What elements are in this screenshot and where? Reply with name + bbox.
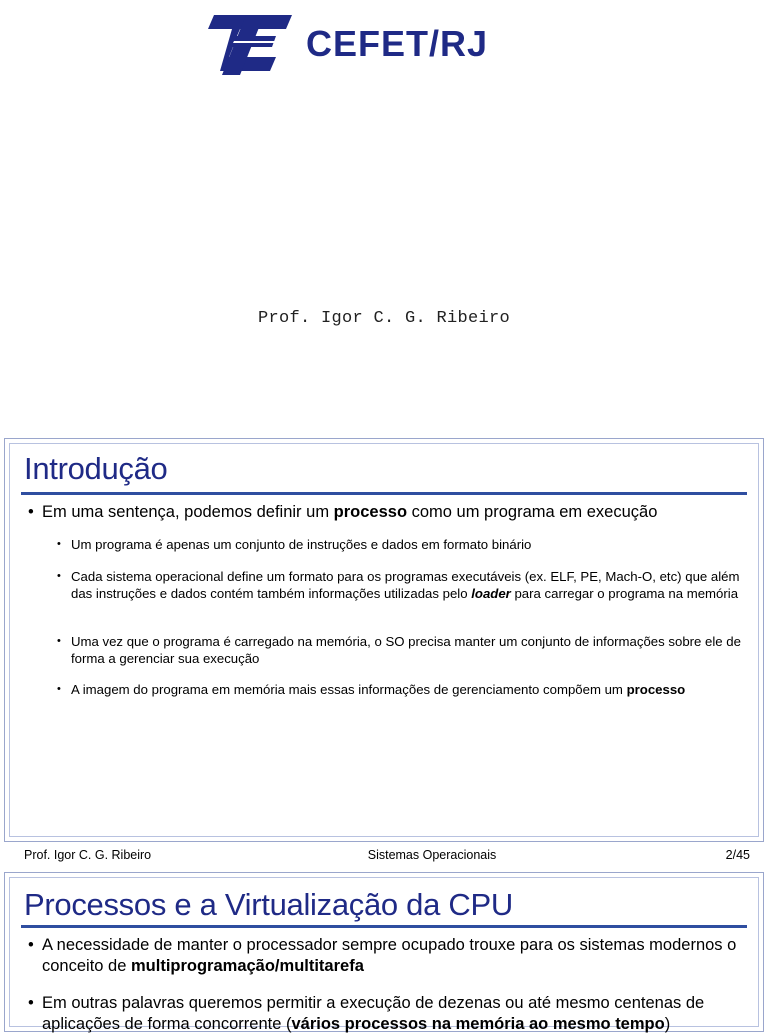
bullet-level1: [28, 502, 747, 523]
cefet-logo: [206, 10, 488, 78]
bullet-dot-icon: •: [28, 503, 34, 521]
bullet-dot-icon: •: [57, 683, 61, 695]
bullet-text: A necessidade de manter o processador sempre ocupado trouxe para os sistemas modernos o conceito de: [42, 936, 737, 975]
bullet-dot-icon: •: [28, 936, 34, 954]
bold-term: processo: [333, 503, 408, 521]
bullet-text: Cada sistema operacional define um formato para os programas executáveis (ex. ELF, PE, Mach-O, etc) que além das instruções e dados contém também informações utilizadas pelo: [71, 569, 740, 601]
bullet-level2: [57, 536, 747, 553]
author-line: Prof. Igor C. G. Ribeiro: [257, 309, 511, 328]
bullet-dot-icon: •: [57, 635, 61, 647]
footer-page-number: 2/45: [725, 848, 750, 862]
footer-author: Prof. Igor C. G. Ribeiro: [24, 848, 152, 862]
slide-title: Introdução: [24, 451, 168, 486]
slide-footer: [0, 848, 768, 868]
bullet-text: Uma vez que o programa é carregado na memória, o SO precisa manter um conjunto de informações sobre ele de forma a gerenciar sua execução: [71, 634, 741, 666]
bullet-dot-icon: •: [57, 538, 61, 550]
cefet-e-mark-icon: [206, 11, 296, 77]
loader-term: loader: [471, 586, 511, 601]
bullet-text: ): [664, 1015, 671, 1033]
bullet-level1: [28, 935, 747, 977]
footer-course: Sistemas Operacionais: [367, 848, 497, 862]
bullet-level1: [28, 993, 747, 1035]
bullet-text: Em outras palavras queremos permitir a execução de dezenas ou até mesmo centenas de aplicações de forma concorrente (: [42, 994, 705, 1033]
bullet-level2: [57, 633, 747, 667]
bullet-dot-icon: •: [28, 994, 34, 1012]
bold-term: vários processos na memória ao mesmo tempo: [291, 1015, 665, 1033]
bullet-text: A imagem do programa em memória mais essas informações de gerenciamento compõem um: [71, 682, 627, 697]
title-divider: [21, 925, 747, 928]
logo-text: CEFET/RJ: [306, 23, 489, 64]
bold-term: multiprogramação/multitarefa: [130, 957, 364, 975]
slide-processos-virtualizacao: [4, 872, 764, 1032]
slide-title: Processos e a Virtualização da CPU: [24, 887, 513, 922]
bullet-text: para carregar o programa na memória: [510, 586, 739, 601]
bullet-text: Um programa é apenas um conjunto de instruções e dados em formato binário: [71, 537, 532, 552]
bold-term: processo: [626, 682, 686, 697]
bullet-text: Em uma sentença, podemos definir um: [42, 503, 334, 521]
title-divider: [21, 492, 747, 495]
bullet-dot-icon: •: [57, 570, 61, 582]
bullet-level2: [57, 681, 747, 698]
bullet-text: como um programa em execução: [407, 503, 658, 521]
bullet-level2: [57, 568, 747, 602]
slide-introducao: [4, 438, 764, 842]
